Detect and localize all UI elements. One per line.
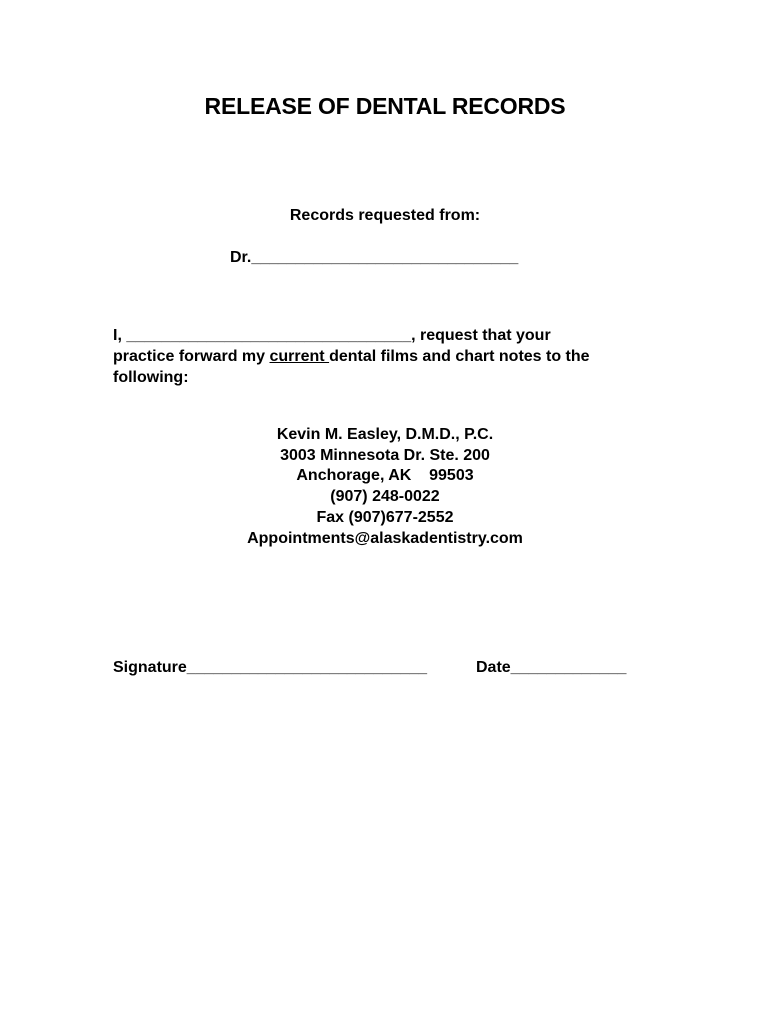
recipient-city-state-zip: Anchorage, AK 99503 <box>296 467 474 485</box>
recipient-email: Appointments@alaskadentistry.com <box>247 529 523 547</box>
date-field: Date_____________ <box>476 659 627 676</box>
request-line-2-start: practice forward my <box>113 348 270 365</box>
doctor-name-field: Dr.______________________________ <box>230 249 519 266</box>
recipient-street: 3003 Minnesota Dr. Ste. 200 <box>280 446 490 464</box>
recipient-fax: Fax (907)677-2552 <box>316 508 454 526</box>
request-line-1: I, ________________________________, request that your <box>113 327 551 344</box>
recipient-name: Kevin M. Easley, D.M.D., P.C. <box>276 426 494 443</box>
document-title: RELEASE OF DENTAL RECORDS <box>204 93 566 119</box>
recipient-phone: (907) 248-0022 <box>330 488 440 506</box>
signature-field: Signature___________________________ <box>113 659 428 676</box>
request-line-3: following: <box>113 369 189 386</box>
records-requested-label: Records requested from: <box>289 207 481 224</box>
recipient-address-block <box>0 425 770 549</box>
request-paragraph <box>113 325 673 388</box>
request-line-2 <box>113 346 673 367</box>
current-emphasis: current <box>269 348 330 365</box>
request-line-2-end: dental films and chart notes to the <box>329 348 590 365</box>
